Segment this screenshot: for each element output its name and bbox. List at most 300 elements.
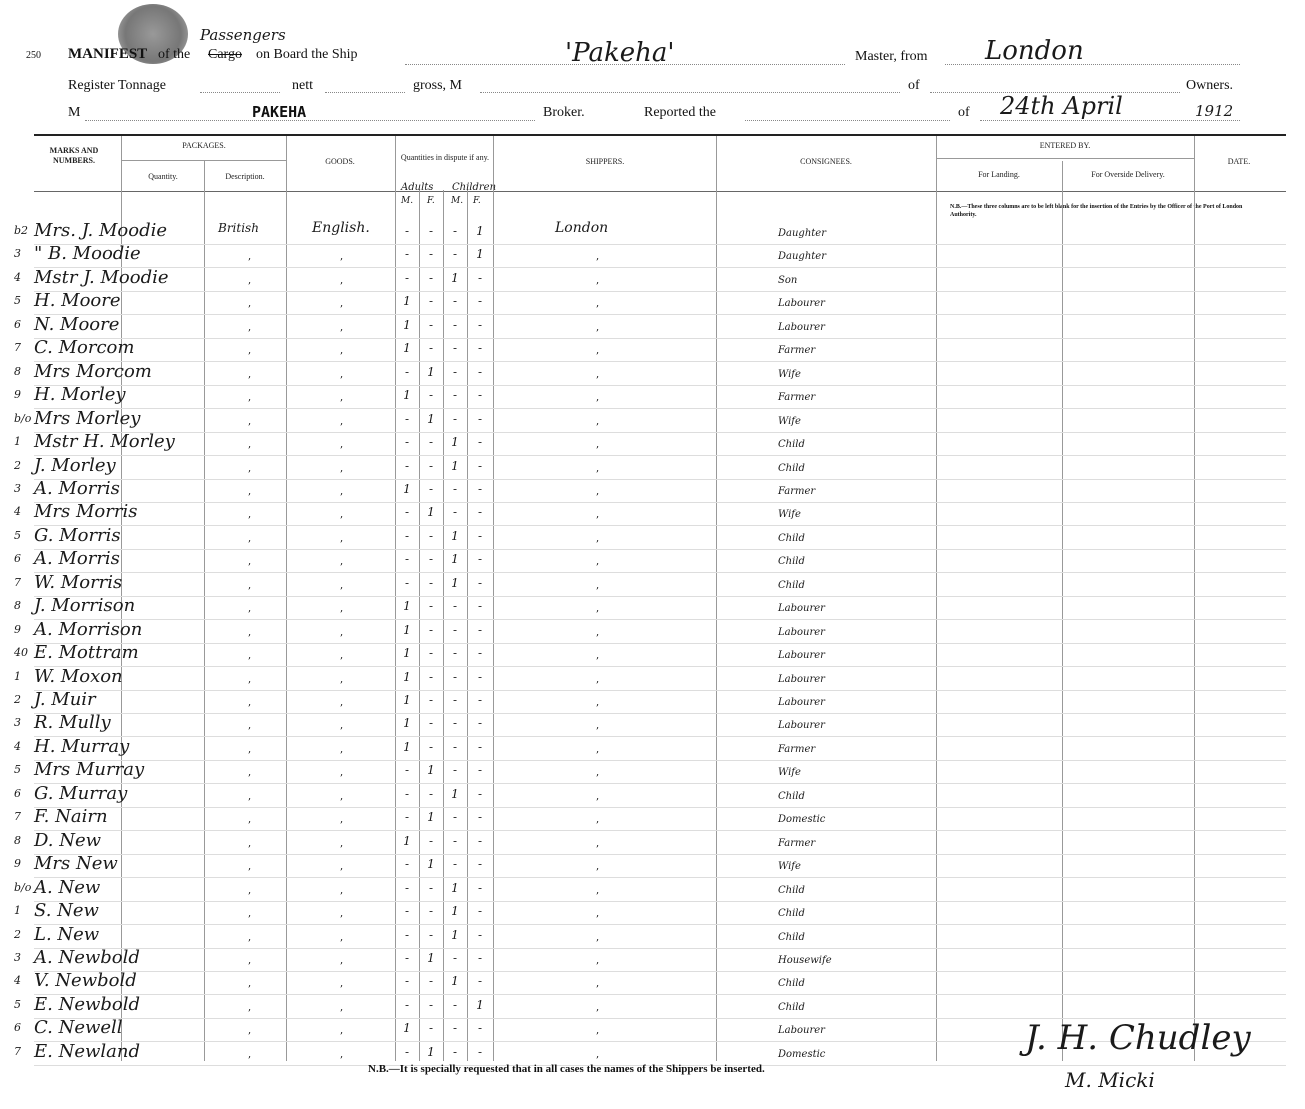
passenger-name: F. Nairn: [34, 806, 108, 827]
row-number: 7: [14, 341, 21, 354]
child-female-count: -: [477, 904, 483, 918]
child-male-count: -: [452, 505, 458, 519]
ditto-description: ,: [248, 275, 252, 286]
row-rule: [34, 267, 1286, 268]
adult-female-count: -: [428, 623, 434, 637]
gross-dotline: [480, 92, 900, 93]
row-number: 3: [14, 247, 21, 260]
date-dotline: [980, 120, 1240, 121]
ditto-goods: ,: [340, 885, 344, 896]
adult-male-count: 1: [403, 693, 411, 707]
child-female-count: -: [477, 529, 483, 543]
row-rule: [34, 924, 1286, 925]
row-rule: [34, 525, 1286, 526]
col-disputes: Quantities in dispute if any.: [400, 153, 490, 162]
occupation: Child: [778, 978, 805, 989]
row-number: 2: [14, 928, 21, 941]
child-male-count: -: [452, 857, 458, 871]
table-row: [0, 996, 1305, 1019]
col-date: DATE.: [1227, 157, 1251, 166]
passenger-name: H. Morley: [34, 384, 126, 405]
occupation: Labourer: [778, 322, 825, 333]
col-for-overside: For Overside Delivery.: [1091, 170, 1165, 179]
occupation: Labourer: [778, 674, 825, 685]
adult-f-label: F.: [427, 196, 435, 206]
passenger-name: G. Morris: [34, 525, 121, 546]
child-female-count: -: [477, 951, 483, 965]
passenger-name: S. New: [34, 900, 99, 921]
adult-female-count: 1: [427, 763, 435, 777]
adult-female-count: -: [428, 247, 434, 261]
register-tonnage: Register Tonnage: [68, 78, 166, 93]
child-male-count: -: [452, 693, 458, 707]
adult-male-count: -: [404, 271, 410, 285]
nb-columns-note: N.B.—These three columns are to be left blank for the insertion of the Entries by the Officer of the Port of London Authority.: [950, 204, 1243, 218]
passenger-name: A. Morris: [34, 478, 120, 499]
adult-male-count: -: [404, 998, 410, 1012]
child-male-count: 1: [451, 552, 459, 566]
child-male-count: -: [452, 740, 458, 754]
row-number: 4: [14, 271, 21, 284]
ditto-goods: ,: [340, 322, 344, 333]
child-female-count: -: [477, 1021, 483, 1035]
ditto-shipper: ,: [596, 908, 600, 919]
occupation: Wife: [778, 509, 801, 520]
row-rule: [34, 736, 1286, 737]
ditto-description: ,: [248, 509, 252, 520]
row-number: 6: [14, 787, 21, 800]
ditto-goods: ,: [340, 556, 344, 567]
child-male-count: -: [452, 670, 458, 684]
adult-male-count: -: [404, 787, 410, 801]
row-number: 4: [14, 505, 21, 518]
occupation: Child: [778, 908, 805, 919]
child-f-label: F.: [473, 196, 481, 206]
ditto-shipper: ,: [596, 392, 600, 403]
passenger-name: D. New: [34, 830, 102, 851]
ditto-description: ,: [248, 955, 252, 966]
child-female-count: -: [477, 552, 483, 566]
child-male-count: -: [452, 998, 458, 1012]
occupation: Child: [778, 885, 805, 896]
reported-label: Reported the: [644, 105, 716, 120]
adult-female-count: -: [428, 881, 434, 895]
occupation: Labourer: [778, 1025, 825, 1036]
adult-female-count: -: [428, 271, 434, 285]
passenger-name: Mrs Morley: [34, 408, 141, 429]
ditto-description: ,: [248, 627, 252, 638]
adult-female-count: -: [428, 1021, 434, 1035]
child-female-count: 1: [476, 998, 484, 1012]
adult-m-label: M.: [401, 196, 414, 206]
nett-dotline: [325, 92, 405, 93]
ditto-shipper: ,: [596, 251, 600, 262]
ditto-shipper: ,: [596, 791, 600, 802]
ditto-shipper: ,: [596, 298, 600, 309]
occupation: Housewife: [778, 955, 832, 966]
child-female-count: -: [477, 482, 483, 496]
adult-male-count: -: [404, 928, 410, 942]
adult-male-count: 1: [403, 740, 411, 754]
page-number: 250: [26, 50, 41, 61]
occupation: Wife: [778, 861, 801, 872]
ditto-description: ,: [248, 463, 252, 474]
adult-female-count: -: [428, 787, 434, 801]
on-board: on Board the Ship: [256, 47, 358, 62]
ditto-description: ,: [248, 767, 252, 778]
ditto-description: ,: [248, 1025, 252, 1036]
row-number: 5: [14, 294, 21, 307]
ditto-goods: ,: [340, 814, 344, 825]
passenger-name: Mstr J. Moodie: [34, 267, 169, 288]
tonnage-dotline: [200, 92, 280, 93]
ditto-shipper: ,: [596, 1049, 600, 1060]
ditto-description: ,: [248, 322, 252, 333]
ditto-goods: ,: [340, 486, 344, 497]
manifest-label: MANIFEST: [68, 46, 148, 62]
passenger-name: A. Morrison: [34, 619, 143, 640]
passenger-name: N. Moore: [34, 314, 120, 335]
child-female-count: -: [477, 435, 483, 449]
adult-female-count: -: [428, 928, 434, 942]
adult-female-count: -: [428, 834, 434, 848]
adult-male-count: -: [404, 435, 410, 449]
adult-male-count: -: [404, 529, 410, 543]
child-female-count: -: [477, 318, 483, 332]
child-male-count: -: [452, 318, 458, 332]
passenger-name: Mrs New: [34, 853, 118, 874]
occupation: Child: [778, 439, 805, 450]
ditto-goods: ,: [340, 603, 344, 614]
passenger-name: H. Murray: [34, 736, 130, 757]
adult-female-count: -: [428, 740, 434, 754]
adult-female-count: 1: [427, 412, 435, 426]
adult-female-count: -: [428, 599, 434, 613]
row-number: 1: [14, 670, 21, 683]
child-male-count: -: [452, 365, 458, 379]
occupation: Child: [778, 463, 805, 474]
ditto-description: ,: [248, 674, 252, 685]
occupation: Labourer: [778, 650, 825, 661]
ditto-description: ,: [248, 697, 252, 708]
table-row: [0, 316, 1305, 339]
child-female-count: -: [477, 623, 483, 637]
adult-male-count: -: [404, 810, 410, 824]
adult-female-count: 1: [427, 505, 435, 519]
adult-male-count: 1: [403, 341, 411, 355]
child-male-count: -: [452, 951, 458, 965]
col-marks: MARKS AND NUMBERS.: [49, 146, 99, 165]
table-row: [0, 808, 1305, 831]
adult-female-count: -: [428, 552, 434, 566]
adult-female-count: -: [428, 974, 434, 988]
child-male-count: -: [452, 763, 458, 777]
ditto-description: ,: [248, 556, 252, 567]
entered-sub-rule: [936, 158, 1194, 159]
occupation: Labourer: [778, 627, 825, 638]
row-number: 4: [14, 974, 21, 987]
ditto-description: ,: [248, 744, 252, 755]
row-number: 5: [14, 763, 21, 776]
adult-male-count: -: [404, 1045, 410, 1059]
ditto-description: ,: [248, 392, 252, 403]
child-male-count: -: [452, 1045, 458, 1059]
occupation: Domestic: [778, 814, 826, 825]
ditto-goods: ,: [340, 955, 344, 966]
row-number: 3: [14, 951, 21, 964]
passenger-name: E. Newland: [34, 1041, 140, 1062]
adult-male-count: -: [404, 881, 410, 895]
ditto-shipper: ,: [596, 955, 600, 966]
ditto-goods: ,: [340, 1049, 344, 1060]
passenger-name: W. Moxon: [34, 666, 123, 687]
ditto-goods: ,: [340, 861, 344, 872]
adult-male-count: -: [404, 224, 410, 238]
ditto-description: ,: [248, 580, 252, 591]
ditto-shipper: ,: [596, 932, 600, 943]
passenger-name: Mstr H. Morley: [34, 431, 175, 452]
occupation: Wife: [778, 416, 801, 427]
ditto-shipper: ,: [596, 603, 600, 614]
row-number: 7: [14, 810, 21, 823]
adult-female-count: -: [428, 388, 434, 402]
child-female-count: -: [477, 670, 483, 684]
ditto-goods: ,: [340, 533, 344, 544]
signature: J. H. Chudley: [1025, 1018, 1251, 1058]
passenger-name: A. Morris: [34, 548, 120, 569]
child-male-count: 1: [451, 459, 459, 473]
adult-female-count: -: [428, 318, 434, 332]
child-male-count: 1: [451, 974, 459, 988]
ditto-goods: ,: [340, 463, 344, 474]
passenger-name: J. Morrison: [34, 595, 136, 616]
gross-label: gross, M: [413, 78, 463, 93]
table-row: [0, 714, 1305, 737]
row-number: 3: [14, 482, 21, 495]
adult-female-count: 1: [427, 857, 435, 871]
of-label: of: [908, 78, 920, 93]
ditto-shipper: ,: [596, 720, 600, 731]
passenger-name: E. Newbold: [34, 994, 141, 1015]
adults-label: Adults: [401, 182, 434, 193]
child-female-count: -: [477, 505, 483, 519]
ditto-shipper: ,: [596, 322, 600, 333]
ditto-goods: ,: [340, 275, 344, 286]
ditto-description: ,: [248, 439, 252, 450]
ditto-shipper: ,: [596, 744, 600, 755]
child-female-count: -: [477, 787, 483, 801]
child-female-count: -: [477, 763, 483, 777]
ditto-goods: ,: [340, 1025, 344, 1036]
table-row: [0, 668, 1305, 691]
ditto-goods: ,: [340, 416, 344, 427]
table-row: [0, 363, 1305, 386]
ditto-shipper: ,: [596, 674, 600, 685]
table-row: [0, 926, 1305, 949]
occupation: Domestic: [778, 1049, 826, 1060]
children-label: Children: [452, 182, 497, 193]
ditto-shipper: ,: [596, 463, 600, 474]
adult-female-count: 1: [427, 1045, 435, 1059]
child-male-count: -: [452, 646, 458, 660]
occupation: Farmer: [778, 392, 816, 403]
table-row: [0, 269, 1305, 292]
ditto-shipper: ,: [596, 885, 600, 896]
ditto-shipper: ,: [596, 275, 600, 286]
ditto-goods: ,: [340, 674, 344, 685]
ditto-description: ,: [248, 603, 252, 614]
child-m-label: M.: [451, 196, 464, 206]
row-number: 8: [14, 365, 21, 378]
of2-label: of: [958, 105, 970, 120]
adult-female-count: -: [428, 459, 434, 473]
table-row: [0, 949, 1305, 972]
table-row: [0, 621, 1305, 644]
ditto-shipper: ,: [596, 838, 600, 849]
ditto-description: ,: [248, 650, 252, 661]
ditto-shipper: ,: [596, 439, 600, 450]
header-rule: [34, 134, 1286, 136]
row-rule: [34, 572, 1286, 573]
table-row: [0, 410, 1305, 433]
col-packages: PACKAGES.: [182, 141, 226, 150]
ditto-description: ,: [248, 885, 252, 896]
ditto-description: ,: [248, 251, 252, 262]
row-number: 5: [14, 998, 21, 1011]
table-row: [0, 972, 1305, 995]
child-female-count: -: [477, 740, 483, 754]
row-number: b2: [14, 224, 29, 237]
ditto-goods: ,: [340, 697, 344, 708]
row-rule: [34, 408, 1286, 409]
child-male-count: -: [452, 810, 458, 824]
adult-male-count: -: [404, 857, 410, 871]
ditto-description: ,: [248, 1002, 252, 1013]
adult-female-count: 1: [427, 951, 435, 965]
of-the: of the: [158, 47, 191, 62]
adult-female-count: -: [428, 224, 434, 238]
child-female-count: -: [477, 810, 483, 824]
ditto-goods: ,: [340, 369, 344, 380]
ditto-goods: ,: [340, 1002, 344, 1013]
table-row: [0, 902, 1305, 925]
stamp-name: PAKEHA: [252, 103, 307, 121]
ditto-description: ,: [248, 533, 252, 544]
occupation: Child: [778, 556, 805, 567]
ditto-shipper: ,: [596, 978, 600, 989]
occupation: Son: [778, 275, 798, 286]
ditto-goods: ,: [340, 298, 344, 309]
passenger-name: H. Moore: [34, 290, 121, 311]
child-male-count: -: [452, 388, 458, 402]
passenger-name: C. Morcom: [34, 337, 135, 358]
row-number: 9: [14, 857, 21, 870]
child-male-count: 1: [451, 904, 459, 918]
ditto-shipper: ,: [596, 767, 600, 778]
child-female-count: -: [477, 716, 483, 730]
signature-secondary: M. Micki: [1065, 1068, 1155, 1092]
passenger-name: Mrs Morris: [34, 501, 138, 522]
table-row: [0, 550, 1305, 573]
reported-year: 1912: [1195, 102, 1234, 120]
row-number: 8: [14, 599, 21, 612]
child-female-count: -: [477, 881, 483, 895]
ditto-description: ,: [248, 486, 252, 497]
col-shippers: SHIPPERS.: [585, 157, 625, 166]
ditto-description: ,: [248, 814, 252, 825]
nett-label: nett: [292, 78, 313, 93]
adult-male-count: -: [404, 412, 410, 426]
child-female-count: -: [477, 576, 483, 590]
ditto-goods: ,: [340, 650, 344, 661]
occupation: Farmer: [778, 486, 816, 497]
child-female-count: -: [477, 294, 483, 308]
adult-male-count: -: [404, 974, 410, 988]
occupation: Labourer: [778, 603, 825, 614]
table-row: [0, 292, 1305, 315]
child-male-count: -: [452, 716, 458, 730]
passenger-name: J. Morley: [34, 455, 116, 476]
table-row: [0, 574, 1305, 597]
ditto-goods: ,: [340, 838, 344, 849]
child-female-count: 1: [476, 224, 484, 238]
adult-female-count: -: [428, 670, 434, 684]
child-male-count: -: [452, 412, 458, 426]
cargo-struck: Cargo: [208, 47, 242, 62]
ditto-description: ,: [248, 416, 252, 427]
row-number: 9: [14, 388, 21, 401]
ditto-shipper: ,: [596, 369, 600, 380]
ditto-goods: ,: [340, 251, 344, 262]
table-row: [0, 691, 1305, 714]
row-number: 40: [14, 646, 28, 659]
owners-label: Owners.: [1186, 78, 1234, 93]
passenger-name: J. Muir: [34, 689, 96, 710]
ditto-shipper: ,: [596, 509, 600, 520]
ditto-description: ,: [248, 978, 252, 989]
ditto-description: ,: [248, 298, 252, 309]
row-number: 6: [14, 318, 21, 331]
ditto-shipper: ,: [596, 861, 600, 872]
passenger-name: A. Newbold: [34, 947, 140, 968]
from-place: London: [985, 36, 1084, 66]
row-number: 2: [14, 693, 21, 706]
row-rule: [34, 783, 1286, 784]
ditto-goods: ,: [340, 932, 344, 943]
reported-dotline: [745, 120, 950, 121]
row-rule: [34, 994, 1286, 995]
table-row: [0, 832, 1305, 855]
child-female-count: -: [477, 271, 483, 285]
child-female-count: -: [477, 412, 483, 426]
adult-male-count: 1: [403, 318, 411, 332]
table-row: [0, 785, 1305, 808]
ditto-shipper: ,: [596, 533, 600, 544]
ditto-description: ,: [248, 838, 252, 849]
row-rule: [34, 666, 1286, 667]
ditto-shipper: ,: [596, 486, 600, 497]
child-female-count: -: [477, 388, 483, 402]
occupation: Child: [778, 533, 805, 544]
adult-female-count: -: [428, 294, 434, 308]
ditto-shipper: ,: [596, 627, 600, 638]
table-row: [0, 527, 1305, 550]
passenger-name: " B. Moodie: [34, 243, 141, 264]
master-from: Master, from: [855, 49, 928, 64]
child-male-count: -: [452, 1021, 458, 1035]
first-row-description: British: [218, 221, 259, 235]
ditto-description: ,: [248, 369, 252, 380]
